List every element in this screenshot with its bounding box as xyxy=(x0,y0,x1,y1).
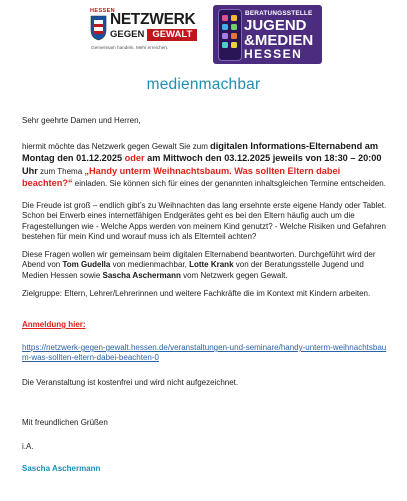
intro-text-1: hiermit möchte das Netzwerk gegen Gewalt Sie zum xyxy=(22,142,211,151)
target-group-paragraph: Zielgruppe: Eltern, Lehrer/Lehrerinnen und weitere Fachkräfte die im Kontext mit Kindern arbeiten. xyxy=(22,289,371,298)
logo-line-2: JUGEND xyxy=(244,17,307,34)
logo-line-3: &MEDIEN xyxy=(244,32,314,49)
ia-abbreviation: i.A. xyxy=(22,442,34,451)
logo-title: NETZWERK xyxy=(110,11,196,28)
paragraph-3 xyxy=(22,250,390,281)
intro-text-2: zum Thema xyxy=(37,166,85,176)
para3-text-4: vom Netzwerk gegen Gewalt. xyxy=(180,270,288,280)
logo-gegen: GEGEN xyxy=(110,29,147,41)
intro-event-date-2: am Mittwoch den 03.12.2025 jeweils von 18:30 – 20:00 Uhr xyxy=(22,153,382,176)
registration-link-container xyxy=(22,343,390,364)
logo-tagline: Gemeinsam handeln. Mehr erreichen. xyxy=(91,45,169,50)
jugend-medien-hessen-logo xyxy=(213,5,322,64)
speaker-tom-gudella: Tom Gudella xyxy=(62,260,111,270)
paragraph-2: Die Freude ist groß – endlich gibt’s zu Weihnachten das lang ersehnte erste eigene Handy oder Tablet. Schon bei Erwerb eines internetfähigen Endgerätes geht es bei den Eltern häufig auch um die Fragestellungen wie - Welche Apps werden von meinem Kind genutzt? - Welche Risiken und Gefahren bestehen für mein Kind und worauf muss ich als Elternteil achten? xyxy=(22,201,387,241)
signature xyxy=(22,464,390,474)
intro-topic: „Handy unterm Weihnachtsbaum. Was sollten Eltern dabei beachten?“ xyxy=(22,165,341,188)
greeting: Sehr geehrte Damen und Herren, xyxy=(22,116,141,125)
registration-link[interactable]: https://netzwerk-gegen-gewalt.hessen.de/veranstaltungen-und-seminare/handy-unterm-weihnachtsbaum-was-sollten-eltern-dabei-beachten-0 xyxy=(22,343,387,363)
hessen-shield-icon xyxy=(90,15,107,41)
signature-name: Sascha Aschermann xyxy=(22,464,101,473)
intro-text-3: einladen. Sie können sich für eines der genannten inhaltsgleichen Termine entscheiden. xyxy=(72,178,386,188)
logo-line-1: BERATUNGSSTELLE xyxy=(245,10,313,17)
logo-line-4: HESSEN xyxy=(244,47,303,61)
speaker-lotte-krank: Lotte Krank xyxy=(189,260,234,270)
note: Die Veranstaltung ist kostenfrei und wird nicht aufgezeichnet. xyxy=(22,378,239,387)
registration-label xyxy=(22,320,390,330)
logo-region-text: HESSEN xyxy=(90,8,116,14)
medienmachbar-brand: medienmachbar xyxy=(146,76,261,93)
netzwerk-gegen-gewalt-logo xyxy=(90,8,196,60)
intro-event-title: digitalen Informations-Elternabend am Montag den 01.12.2025 xyxy=(22,141,379,164)
intro-or: oder xyxy=(124,153,145,164)
intro-paragraph xyxy=(22,140,390,189)
closing: Mit freundlichen Grüßen xyxy=(22,418,108,427)
speaker-sascha-aschermann: Sascha Aschermann xyxy=(102,270,181,280)
para3-text-3: von der Beratungsstelle Jugend und Medien Hessen sowie xyxy=(22,260,364,280)
smartphone-icon xyxy=(218,9,242,61)
para3-text-2: von medienmachbar, xyxy=(110,260,190,270)
logo-gewalt: GEWALT xyxy=(147,29,197,41)
logo-background xyxy=(213,5,322,64)
logo-subtitle-row xyxy=(110,29,197,41)
registration-label-text: Anmeldung hier: xyxy=(22,320,86,329)
para3-text-1: Diese Fragen wollen wir gemeinsam beim digitalen Elternabend beantworten. Durchgeführt wird der Abend von xyxy=(22,250,376,270)
